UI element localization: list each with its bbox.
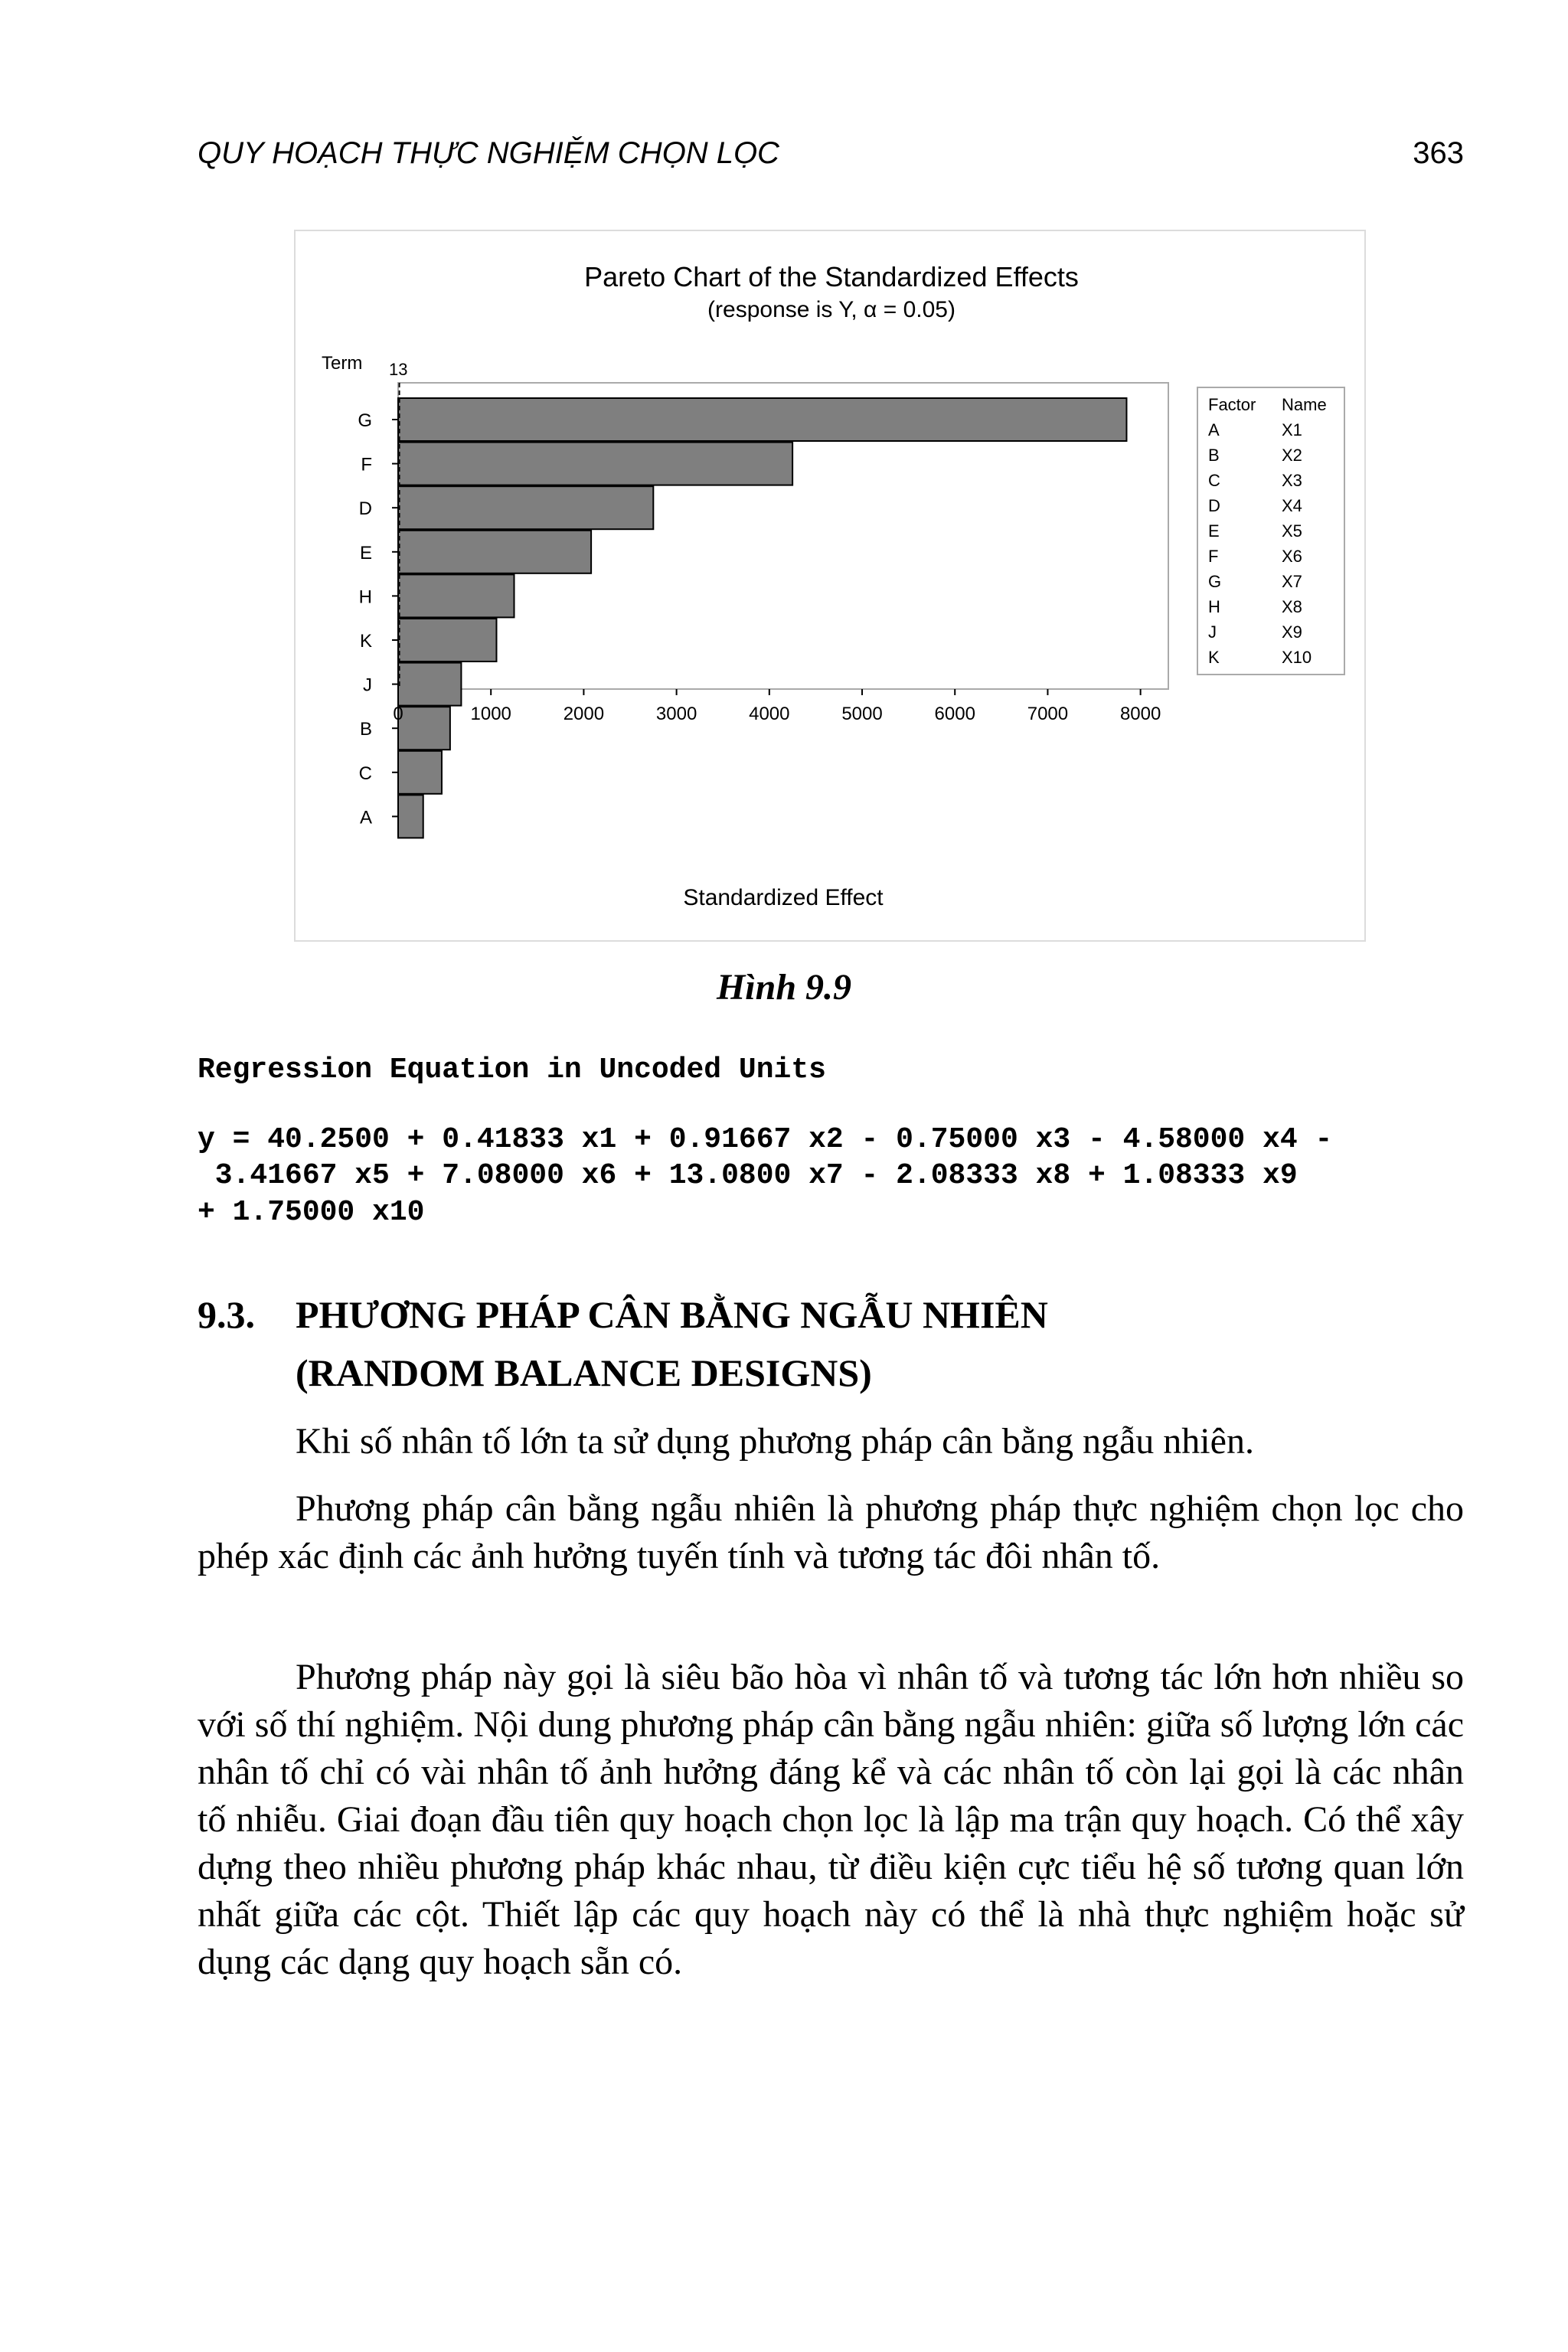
bars-group: [398, 398, 1126, 838]
legend-name: X3: [1282, 471, 1302, 490]
page-number: 363: [1413, 136, 1464, 170]
legend-header: Name: [1282, 395, 1327, 414]
regression-equation-line: y = 40.2500 + 0.41833 x1 + 0.91667 x2 - 0.75000 x3 - 4.58000 x4 -: [198, 1123, 1333, 1156]
section-title: PHƯƠNG PHÁP CÂN BẰNG NGẪU NHIÊN: [296, 1293, 1048, 1336]
legend-name: X1: [1282, 420, 1302, 439]
legend-factor: K: [1208, 648, 1220, 667]
legend-factor: B: [1208, 446, 1220, 465]
x-tick-label: 5000: [841, 704, 883, 724]
legend-name: X5: [1282, 521, 1302, 541]
x-axis-label: Standardized Effect: [683, 885, 884, 910]
legend-factor: E: [1208, 521, 1220, 541]
pareto-chart: [296, 231, 1367, 943]
bar-F: [398, 443, 792, 485]
figure-caption: Hình 9.9: [716, 967, 852, 1008]
bar-E: [398, 531, 591, 573]
legend-factor: A: [1208, 420, 1220, 439]
x-tick-label: 6000: [934, 704, 975, 724]
y-tick-label: J: [363, 675, 372, 696]
legend-name: X6: [1282, 547, 1302, 566]
pareto-chart-figure: [294, 230, 1366, 942]
legend-name: X7: [1282, 572, 1302, 591]
paragraph-text: Khi số nhân tố lớn ta sử dụng phương pháp cân bằng ngẫu nhiên.: [296, 1421, 1254, 1462]
bar-D: [398, 486, 653, 529]
legend-header: Factor: [1208, 395, 1256, 414]
legend-name: X2: [1282, 446, 1302, 465]
y-tick-label: C: [358, 763, 372, 784]
chart-title: Pareto Chart of the Standardized Effects: [584, 261, 1079, 292]
x-tick-label: 3000: [655, 704, 697, 724]
x-tick-label: 2000: [563, 704, 605, 724]
regression-equation-line: + 1.75000 x10: [198, 1196, 425, 1229]
legend-factor: G: [1208, 572, 1222, 591]
y-axis-label: Term: [322, 353, 363, 374]
y-tick-label: A: [359, 807, 372, 828]
chart-legend: [1197, 387, 1344, 675]
paragraph-text: Phương pháp cân bằng ngẫu nhiên là phương pháp thực nghiệm chọn lọc cho phép xác định các ảnh hưởng tuyến tính và tương tác đôi nhân tố.: [198, 1488, 1464, 1576]
x-tick-labels: [393, 689, 1161, 724]
x-tick-label: 0: [393, 704, 403, 724]
x-tick-label: 1000: [470, 704, 511, 724]
y-tick-label: E: [359, 542, 372, 564]
y-tick-label: B: [359, 719, 372, 740]
bar-C: [398, 751, 442, 794]
x-tick-label: 8000: [1119, 704, 1161, 724]
x-tick-label: 4000: [749, 704, 790, 724]
paragraph: [198, 1485, 1464, 1580]
x-tick-label: 7000: [1027, 704, 1069, 724]
legend-factor: F: [1208, 547, 1219, 566]
bar-K: [398, 619, 496, 662]
y-tick-labels: [358, 410, 398, 828]
bar-J: [398, 663, 461, 706]
section-subtitle: (RANDOM BALANCE DESIGNS): [296, 1351, 872, 1394]
bar-H: [398, 574, 514, 617]
legend-name: X9: [1282, 622, 1302, 642]
regression-title: Regression Equation in Uncoded Units: [198, 1054, 826, 1086]
bar-A: [398, 795, 423, 838]
section-number: 9.3.: [198, 1293, 255, 1336]
y-tick-label: G: [358, 410, 372, 431]
legend-factor: C: [1208, 471, 1220, 490]
bar-G: [398, 398, 1126, 441]
chart-subtitle: (response is Y, α = 0.05): [707, 297, 956, 322]
legend-name: X10: [1282, 648, 1312, 667]
y-tick-label: D: [358, 498, 372, 520]
legend-factor: H: [1208, 597, 1220, 616]
paragraph: [198, 1654, 1464, 1986]
running-head-title: QUY HOẠCH THỰC NGHIỆM CHỌN LỌC: [198, 136, 779, 170]
reference-line-label: 13: [389, 360, 408, 379]
regression-equation-line: 3.41667 x5 + 7.08000 x6 + 13.0800 x7 - 2.08333 x8 + 1.08333 x9: [198, 1159, 1298, 1192]
y-tick-label: K: [359, 631, 372, 652]
legend-name: X4: [1282, 496, 1302, 515]
paragraph-text: Phương pháp này gọi là siêu bão hòa vì nhân tố và tương tác lớn hơn nhiều so với số thí nghiệm. Nội dung phương pháp cân bằng ngẫu nhiên: giữa số lượng lớn các nhân tố chỉ có vài nhân tố ảnh hưởng đáng kể và các nhân tố còn lại gọi là các nhân tố nhiễu. Giai đoạn đầu tiên quy hoạch chọn lọc là lập ma trận quy hoạch. Có thể xây dựng theo nhiều phương pháp khác nhau, từ điều kiện cực tiểu hệ số tương quan lớn nhất giữa các cột. Thiết lập các quy hoạch này có thể là nhà thực nghiệm hoặc sử dụng các dạng quy hoạch sẵn có.: [198, 1657, 1464, 1982]
running-head: [198, 136, 1464, 175]
bar-B: [398, 707, 450, 750]
y-tick-label: H: [358, 586, 372, 608]
legend-factor: J: [1208, 622, 1217, 642]
legend-box: [1197, 387, 1344, 675]
legend-factor: D: [1208, 496, 1220, 515]
y-tick-label: F: [361, 454, 372, 475]
paragraph: [198, 1418, 1464, 1465]
legend-name: X8: [1282, 597, 1302, 616]
